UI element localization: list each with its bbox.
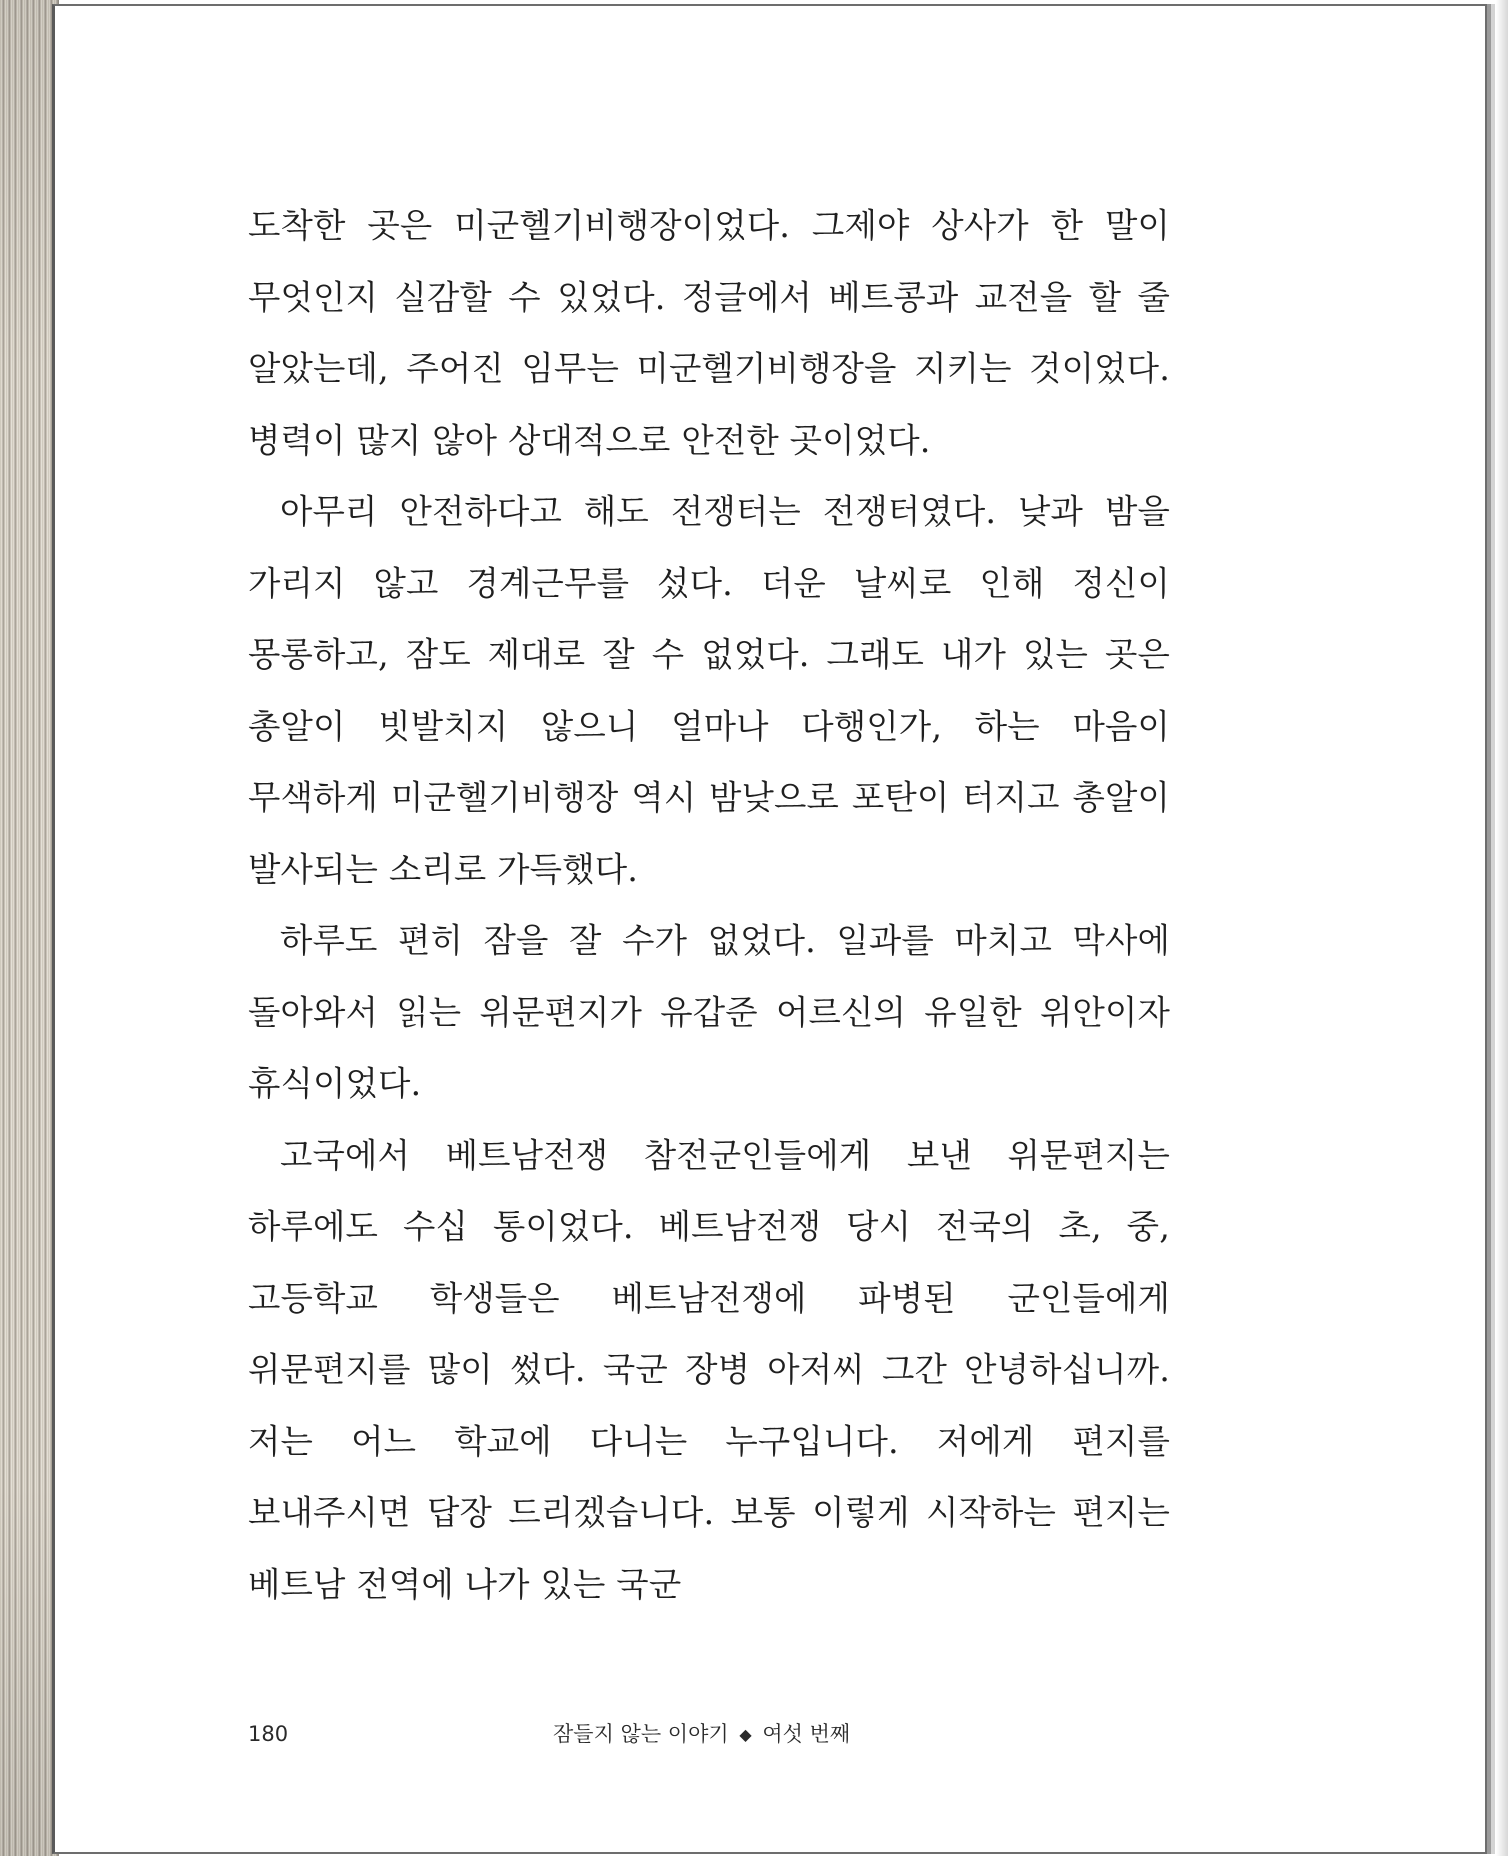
diamond-icon: ◆ [739, 1725, 752, 1744]
book-title: 잠들지 않는 이야기 [553, 1722, 729, 1746]
paragraph-2: 아무리 안전하다고 해도 전쟁터는 전쟁터였다. 낮과 밤을 가리지 않고 경계근무를 섰다. 더운 날씨로 인해 정신이 몽롱하고, 잠도 제대로 잘 수 없었다. 그래도 내가 있는 곳은 총알이 빗발치지 않으니 얼마나 다행인가, 하는 마음이 무색하게 미군헬기비행장 역시 밤낮으로 포탄이 터지고 총알이 발사되는 소리로 가득했다. [248, 492, 1170, 889]
paragraph-3: 하루도 편히 잠을 잘 수가 없었다. 일과를 마치고 막사에 돌아와서 읽는 위문편지가 유갑준 어르신의 유일한 위안이자 휴식이었다. [248, 921, 1170, 1103]
page-right-shadow [1496, 0, 1508, 1856]
paragraph-4: 고국에서 베트남전쟁 참전군인들에게 보낸 위문편지는 하루에도 수십 통이었다. 베트남전쟁 당시 전국의 초, 중, 고등학교 학생들은 베트남전쟁에 파병된 군인들에게 위문편지를 많이 썼다. 국군 장병 아저씨 그간 안녕하십니까. 저는 어느 학교에 다니는 누구입니다. 저에게 편지를 보내주시면 답장 드리겠습니다. 보통 이렇게 시작하는 편지는 베트남 전역에 나가 있는 국군 [248, 1135, 1170, 1604]
body-text [248, 190, 1170, 1620]
page-number: 180 [248, 1722, 289, 1746]
page-footer [248, 1714, 1170, 1754]
volume-label: 여섯 번째 [762, 1722, 851, 1746]
running-title [553, 1714, 850, 1756]
book-page-edges [0, 0, 59, 1856]
paragraph-1: 도착한 곳은 미군헬기비행장이었다. 그제야 상사가 한 말이 무엇인지 실감할 수 있었다. 정글에서 베트콩과 교전을 할 줄 알았는데, 주어진 임무는 미군헬기비행장을 지키는 것이었다. 병력이 많지 않아 상대적으로 안전한 곳이었다. [248, 206, 1170, 460]
